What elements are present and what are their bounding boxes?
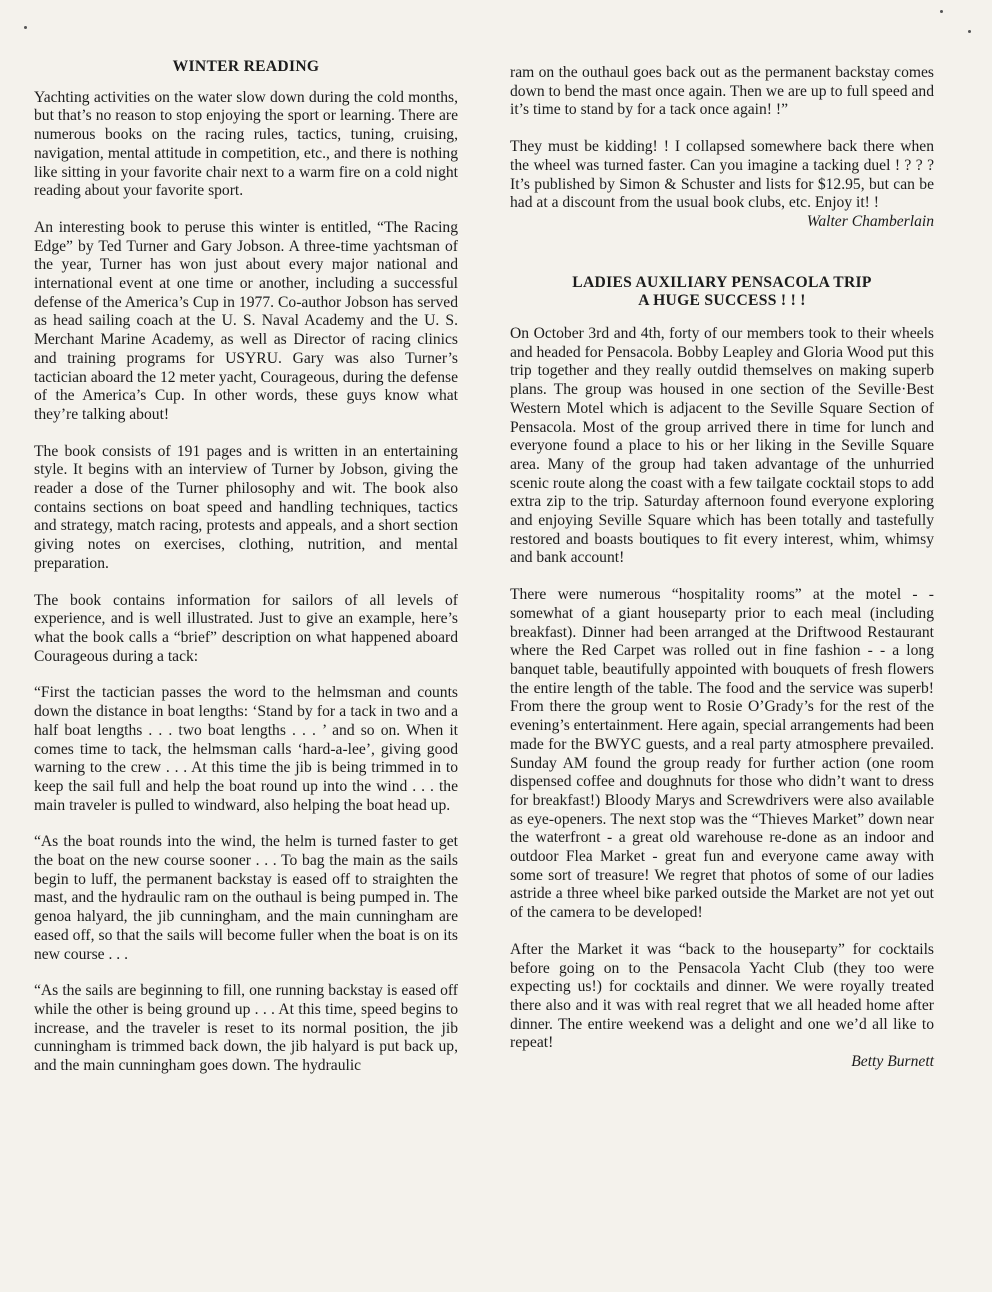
article-paragraph: ram on the outhaul goes back out as the permanent backstay comes down to bend the mast once again. Then we are up to full speed and it’s time to stand by for a tack once again! !” [510, 64, 934, 119]
scan-speck [24, 26, 27, 29]
right-column [510, 64, 934, 1072]
article-paragraph: There were numerous “hospitality rooms” at the motel - - somewhat of a giant houseparty prior to each meal (including breakfast). Dinner had been arranged at the Driftwood Restaurant where the Red Carpet was rolled out in fine fashion - - a long banquet table, beautifully appointed with bouquets of fresh flowers the entire length of the table. The food and the service was superb! From there the group went to Rosie O’Grady’s for the rest of the evening’s entertainment. Here again, special arrangements had been made for the BWYC guests, and a real party atmosphere prevailed. Sunday AM found the group ready for further action (one room dispensed coffee and doughnuts for those who didn’t want to dress for breakfast!) Bloody Marys and Screwdrivers were also available as eye-openers. The next stop was the “Thieves Market” down near the waterfront - a great old warehouse re-done as an indoor and outdoor Flea Market - great fun and everyone came away with some sort of treasure! We regret that photos of some of our ladies astride a three wheel bike parked outside the Market are not yet out of the camera to be developed! [510, 586, 934, 922]
article-paragraph: On October 3rd and 4th, forty of our members took to their wheels and headed for Pensacola. Bobby Leapley and Gloria Wood put this trip together and they really outdid themselves on making superb plans. The group was housed in one section of the Seville·Best Western Motel which is adjacent to the Seville Square Section of Pensacola. Most of the group arrived there in time for lunch and everyone found a place to his or her liking in the Seville Square area. Many of the group had taken advantage of the unhurried scenic route along the coast with a few tailgate cocktail stops to add extra zip to the trip. Saturday afternoon found everyone exploring and enjoying Seville Square which has been totally and tastefully restored and boasts boutiques to fit every interest, whim, whimsy and bank account! [510, 325, 934, 567]
article-paragraph: The book contains information for sailors of all levels of experience, and is well illustrated. Just to give an example, here’s what the book calls a “brief” description on what happened aboard Courageous during a tack: [34, 591, 458, 665]
author-signature: Walter Chamberlain [806, 212, 934, 230]
heading-line-2: A HUGE SUCCESS ! ! ! [638, 292, 806, 310]
article-paragraph: After the Market it was “back to the houseparty” for cocktails before going on to the Pensacola Yacht Club (they too were expecting us!) for cocktails and dinner. We were royally treated there also and it was with real regret that we all headed home after dinner. The entire weekend was a delight and one we’d all like to repeat! [510, 940, 934, 1052]
article-paragraph: “First the tactician passes the word to the helmsman and counts down the distance in boat lengths: ‘Stand by for a tack in two and a half boat lengths . . . two boat lengths . . . ’ and so on. When it comes time to tack, the helmsman calls ‘hard-a-lee’, giving good warning to the crew . . . At this time the jib is being trimmed in to keep the sail full and help the boat round up into the wind . . . the main traveler is pulled to windward, also helping the boat head up. [34, 684, 458, 814]
author-signature: Betty Burnett [851, 1053, 934, 1071]
article-heading-winter-reading: WINTER READING [172, 58, 320, 75]
scan-speck [968, 30, 971, 33]
article-paragraph: “As the sails are beginning to fill, one running backstay is eased off while the other is being ground up . . . At this time, speed begins to increase, and the traveler is reset to its normal position, the jib cunningham is trimmed back down, the jib halyard is put back up, and the main cunningham goes down. The hydraulic [34, 982, 458, 1075]
article-paragraph: The book consists of 191 pages and is written in an entertaining style. It begins with an interview of Turner by Jobson, giving the reader a dose of the Turner philosophy and wit. The book also contains sections on boat speed and handling techniques, tactics and strategy, match racing, protests and appeals, and a short section giving notes on exercises, clothing, nutrition, and mental preparation. [34, 442, 458, 572]
article-paragraph: An interesting book to peruse this winter is entitled, “The Racing Edge” by Ted Turner and Gary Jobson. A three-time yachtsman of the year, Turner has won just about every major national and international event at one time or another, including a successful defense of the America’s Cup in 1977. Co-author Jobson has served as head sailing coach at the U. S. Naval Academy and the U. S. Merchant Marine Academy, as well as Director of racing clinics and training programs for USYRU. Gary was also Turner’s tactician aboard the 12 meter yacht, Courageous, during the defense of the America’s Cup. In other words, these guys know what they’re talking about! [34, 218, 458, 423]
article-paragraph: Yachting activities on the water slow down during the cold months, but that’s no reason to stop enjoying the sport or learning. There are numerous books on the racing rules, tactics, tuning, cruising, navigation, mental attitude in competition, etc., and there is nothing like sitting in your favorite chair next to a warm fire on a cold night reading about your favorite sport. [34, 88, 458, 200]
article-paragraph: They must be kidding! ! I collapsed somewhere back there when the wheel was turned faster. Can you imagine a tacking duel ! ? ? ? It’s published by Simon & Schuster and lists for $12.95, but can be had at a discount from the usual book clubs, etc. Enjoy it! ! [510, 138, 934, 212]
left-column [34, 58, 458, 1094]
spacer [510, 232, 934, 274]
article-heading-pensacola-trip [510, 274, 934, 311]
heading-line-1: LADIES AUXILIARY PENSACOLA TRIP [572, 273, 872, 291]
article-paragraph: “As the boat rounds into the wind, the helm is turned faster to get the boat on the new course sooner . . . To bag the main as the sails begin to luff, the permanent backstay is eased off to straighten the mast, and the hydraulic ram on the outhaul is being pumped in. The genoa halyard, the jib cunningham, and the main cunningham are eased off, so that the sails will become fuller when the boat is on its new course . . . [34, 833, 458, 963]
scan-speck [940, 10, 943, 13]
